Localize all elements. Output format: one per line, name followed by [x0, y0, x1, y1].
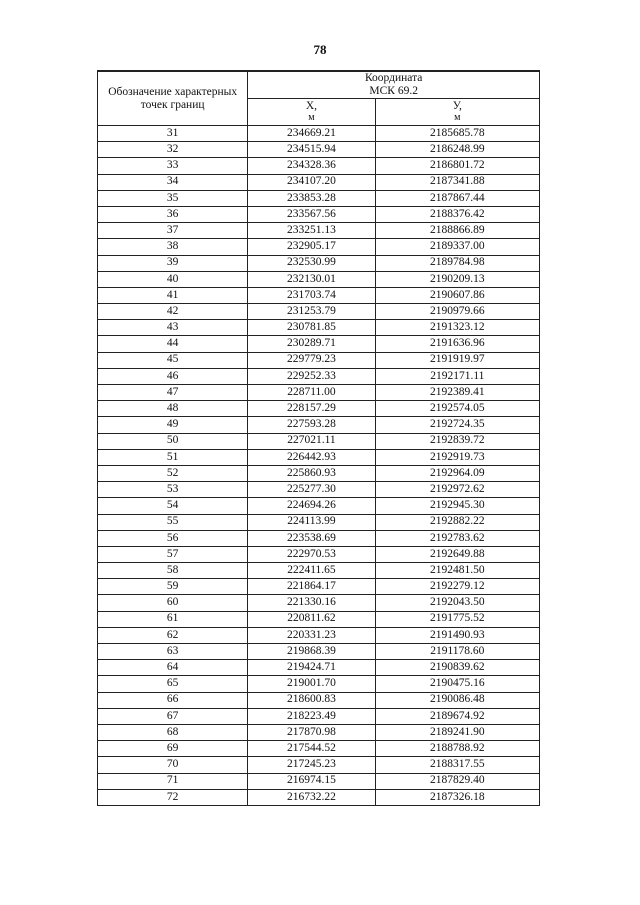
table-row — [98, 174, 540, 190]
point-number-cell: 56 — [98, 530, 248, 546]
point-number-cell: 57 — [98, 546, 248, 562]
y-coordinate-cell: 2191178.60 — [375, 644, 539, 660]
point-number-cell: 44 — [98, 336, 248, 352]
y-coordinate-cell: 2192839.72 — [375, 433, 539, 449]
table-row — [98, 190, 540, 206]
y-coordinate-cell: 2192945.30 — [375, 498, 539, 514]
y-coordinate-cell: 2190475.16 — [375, 676, 539, 692]
x-coordinate-cell: 217544.52 — [248, 741, 375, 757]
table-row — [98, 692, 540, 708]
y-coordinate-cell: 2192919.73 — [375, 449, 539, 465]
point-number-cell: 66 — [98, 692, 248, 708]
y-coordinate-cell: 2188788.92 — [375, 741, 539, 757]
table-row — [98, 514, 540, 530]
point-number-cell: 38 — [98, 239, 248, 255]
table-row — [98, 401, 540, 417]
table-row — [98, 320, 540, 336]
y-coordinate-cell: 2192649.88 — [375, 546, 539, 562]
table-row — [98, 352, 540, 368]
point-number-cell: 49 — [98, 417, 248, 433]
y-coordinate-cell: 2192972.62 — [375, 482, 539, 498]
point-number-cell: 34 — [98, 174, 248, 190]
x-coordinate-cell: 216974.15 — [248, 773, 375, 789]
point-number-cell: 42 — [98, 304, 248, 320]
page-number: 78 — [313, 42, 327, 57]
x-coordinate-cell: 234107.20 — [248, 174, 375, 190]
y-coordinate-cell: 2192783.62 — [375, 530, 539, 546]
point-designation-header — [98, 71, 248, 126]
point-number-cell: 63 — [98, 644, 248, 660]
x-coordinate-cell: 224694.26 — [248, 498, 375, 514]
point-number-cell: 58 — [98, 563, 248, 579]
y-coordinate-cell: 2185685.78 — [375, 126, 539, 142]
y-coordinate-cell: 2187341.88 — [375, 174, 539, 190]
coordinate-header-line1: Координата — [364, 72, 423, 84]
x-coordinate-cell: 232130.01 — [248, 271, 375, 287]
x-coordinate-cell: 218223.49 — [248, 708, 375, 724]
y-coordinate-cell: 2189674.92 — [375, 708, 539, 724]
point-number-cell: 36 — [98, 206, 248, 222]
table-row — [98, 773, 540, 789]
y-coordinate-cell: 2192279.12 — [375, 579, 539, 595]
y-coordinate-cell: 2190209.13 — [375, 271, 539, 287]
point-number-cell: 71 — [98, 773, 248, 789]
x-coordinate-cell: 218600.83 — [248, 692, 375, 708]
table-row — [98, 724, 540, 740]
table-row — [98, 644, 540, 660]
table-row — [98, 546, 540, 562]
table-row — [98, 465, 540, 481]
x-coordinate-cell: 234669.21 — [248, 126, 375, 142]
x-coordinate-cell: 224113.99 — [248, 514, 375, 530]
table-row — [98, 676, 540, 692]
x-coordinate-cell: 219424.71 — [248, 660, 375, 676]
x-coordinate-cell: 229252.33 — [248, 368, 375, 384]
x-coordinate-cell: 217870.98 — [248, 724, 375, 740]
x-coordinate-cell: 226442.93 — [248, 449, 375, 465]
x-coordinate-cell: 220811.62 — [248, 611, 375, 627]
table-row — [98, 206, 540, 222]
x-coordinate-cell: 228157.29 — [248, 401, 375, 417]
coordinate-header-line2: МСК 69.2 — [369, 85, 418, 97]
y-coordinate-cell: 2191775.52 — [375, 611, 539, 627]
x-coordinate-cell: 228711.00 — [248, 385, 375, 401]
table-row — [98, 126, 540, 142]
table-row — [98, 433, 540, 449]
x-header-label: X, — [305, 100, 318, 112]
y-coordinate-cell: 2190839.62 — [375, 660, 539, 676]
x-coordinate-cell: 219001.70 — [248, 676, 375, 692]
y-coordinate-cell: 2191919.97 — [375, 352, 539, 368]
point-number-cell: 39 — [98, 255, 248, 271]
y-coordinate-cell: 2192964.09 — [375, 465, 539, 481]
point-number-cell: 31 — [98, 126, 248, 142]
x-coordinate-cell: 216732.22 — [248, 789, 375, 805]
y-coordinate-cell: 2189784.98 — [375, 255, 539, 271]
y-coordinate-cell: 2192171.11 — [375, 368, 539, 384]
point-number-cell: 59 — [98, 579, 248, 595]
x-coordinate-cell: 217245.23 — [248, 757, 375, 773]
point-number-cell: 65 — [98, 676, 248, 692]
x-header-unit: м — [308, 112, 315, 123]
table-row — [98, 595, 540, 611]
y-coordinate-cell: 2187867.44 — [375, 190, 539, 206]
y-column-header — [375, 99, 539, 126]
table-row — [98, 287, 540, 303]
coordinate-header — [248, 71, 540, 99]
y-coordinate-cell: 2192882.22 — [375, 514, 539, 530]
point-number-cell: 45 — [98, 352, 248, 368]
table-row — [98, 563, 540, 579]
point-number-cell: 37 — [98, 223, 248, 239]
x-coordinate-cell: 225277.30 — [248, 482, 375, 498]
y-coordinate-cell: 2192481.50 — [375, 563, 539, 579]
y-header-unit: м — [454, 112, 461, 123]
y-coordinate-cell: 2192574.05 — [375, 401, 539, 417]
x-coordinate-cell: 232905.17 — [248, 239, 375, 255]
x-coordinate-cell: 233853.28 — [248, 190, 375, 206]
point-number-cell: 60 — [98, 595, 248, 611]
point-number-cell: 70 — [98, 757, 248, 773]
point-number-cell: 32 — [98, 142, 248, 158]
y-coordinate-cell: 2187326.18 — [375, 789, 539, 805]
x-coordinate-cell: 230289.71 — [248, 336, 375, 352]
table-row — [98, 579, 540, 595]
y-coordinate-cell: 2191323.12 — [375, 320, 539, 336]
table-row — [98, 498, 540, 514]
table-row — [98, 757, 540, 773]
table-row — [98, 417, 540, 433]
x-coordinate-cell: 220331.23 — [248, 627, 375, 643]
y-coordinate-cell: 2190607.86 — [375, 287, 539, 303]
y-coordinate-cell: 2189337.00 — [375, 239, 539, 255]
y-coordinate-cell: 2187829.40 — [375, 773, 539, 789]
point-number-cell: 68 — [98, 724, 248, 740]
y-coordinate-cell: 2189241.90 — [375, 724, 539, 740]
table-row — [98, 142, 540, 158]
x-coordinate-cell: 234328.36 — [248, 158, 375, 174]
point-number-cell: 72 — [98, 789, 248, 805]
table-row — [98, 336, 540, 352]
point-number-cell: 64 — [98, 660, 248, 676]
table-row — [98, 741, 540, 757]
coordinates-table — [97, 70, 540, 806]
y-coordinate-cell: 2191490.93 — [375, 627, 539, 643]
x-coordinate-cell: 233567.56 — [248, 206, 375, 222]
table-row — [98, 239, 540, 255]
y-coordinate-cell: 2186801.72 — [375, 158, 539, 174]
point-number-cell: 50 — [98, 433, 248, 449]
x-coordinate-cell: 223538.69 — [248, 530, 375, 546]
table-row — [98, 255, 540, 271]
x-column-header — [248, 99, 375, 126]
point-number-cell: 53 — [98, 482, 248, 498]
point-number-cell: 46 — [98, 368, 248, 384]
x-coordinate-cell: 229779.23 — [248, 352, 375, 368]
table-row — [98, 271, 540, 287]
point-number-cell: 35 — [98, 190, 248, 206]
y-coordinate-cell: 2192389.41 — [375, 385, 539, 401]
x-coordinate-cell: 221330.16 — [248, 595, 375, 611]
table-row — [98, 223, 540, 239]
table-header-row — [98, 71, 540, 99]
x-coordinate-cell: 225860.93 — [248, 465, 375, 481]
point-number-cell: 54 — [98, 498, 248, 514]
point-number-cell: 67 — [98, 708, 248, 724]
x-coordinate-cell: 231703.74 — [248, 287, 375, 303]
y-coordinate-cell: 2188376.42 — [375, 206, 539, 222]
table-row — [98, 530, 540, 546]
point-number-cell: 69 — [98, 741, 248, 757]
table-row — [98, 708, 540, 724]
point-number-cell: 61 — [98, 611, 248, 627]
x-coordinate-cell: 222970.53 — [248, 546, 375, 562]
point-number-cell: 40 — [98, 271, 248, 287]
table-row — [98, 789, 540, 805]
y-coordinate-cell: 2192724.35 — [375, 417, 539, 433]
point-header-line2: точек границ — [140, 98, 205, 111]
y-coordinate-cell: 2188866.89 — [375, 223, 539, 239]
table-row — [98, 385, 540, 401]
point-number-cell: 62 — [98, 627, 248, 643]
y-coordinate-cell: 2192043.50 — [375, 595, 539, 611]
table-row — [98, 368, 540, 384]
y-coordinate-cell: 2191636.96 — [375, 336, 539, 352]
x-coordinate-cell: 219868.39 — [248, 644, 375, 660]
y-coordinate-cell: 2188317.55 — [375, 757, 539, 773]
table-row — [98, 611, 540, 627]
point-number-cell: 43 — [98, 320, 248, 336]
x-coordinate-cell: 227021.11 — [248, 433, 375, 449]
point-number-cell: 52 — [98, 465, 248, 481]
x-coordinate-cell: 221864.17 — [248, 579, 375, 595]
point-number-cell: 47 — [98, 385, 248, 401]
table-row — [98, 304, 540, 320]
y-coordinate-cell: 2186248.99 — [375, 142, 539, 158]
x-coordinate-cell: 233251.13 — [248, 223, 375, 239]
x-coordinate-cell: 230781.85 — [248, 320, 375, 336]
point-number-cell: 33 — [98, 158, 248, 174]
x-coordinate-cell: 222411.65 — [248, 563, 375, 579]
x-coordinate-cell: 232530.99 — [248, 255, 375, 271]
y-coordinate-cell: 2190979.66 — [375, 304, 539, 320]
point-number-cell: 51 — [98, 449, 248, 465]
y-header-label: У, — [452, 100, 462, 112]
point-number-cell: 41 — [98, 287, 248, 303]
table-row — [98, 449, 540, 465]
y-coordinate-cell: 2190086.48 — [375, 692, 539, 708]
point-header-line1: Обозначение характерных — [108, 85, 238, 98]
table-row — [98, 482, 540, 498]
x-coordinate-cell: 227593.28 — [248, 417, 375, 433]
table-row — [98, 627, 540, 643]
point-number-cell: 55 — [98, 514, 248, 530]
point-number-cell: 48 — [98, 401, 248, 417]
table-row — [98, 158, 540, 174]
x-coordinate-cell: 234515.94 — [248, 142, 375, 158]
table-row — [98, 660, 540, 676]
x-coordinate-cell: 231253.79 — [248, 304, 375, 320]
